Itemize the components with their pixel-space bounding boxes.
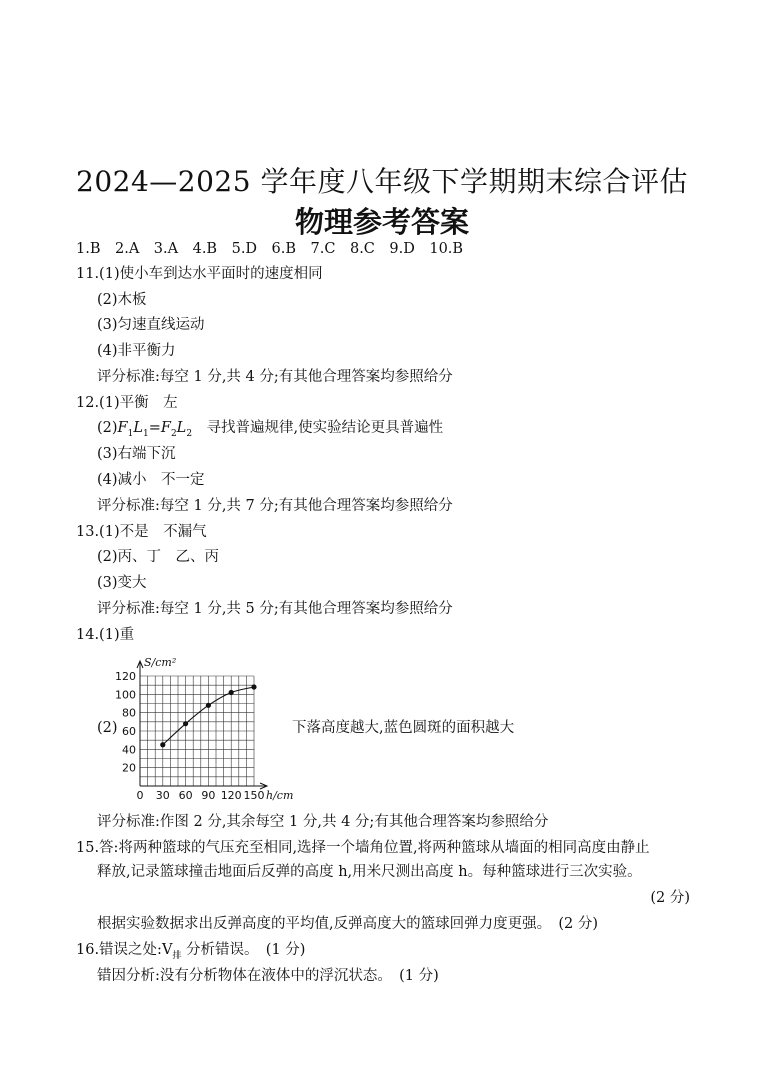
q11-part3: (3)匀速直线运动 — [97, 317, 205, 333]
q13-score: 评分标准:每空 1 分,共 5 分;有其他合理答案均参照给分 — [97, 601, 453, 617]
x-tick-label: 90 — [201, 789, 216, 802]
q12-eq: = — [148, 420, 161, 436]
q14-part2-label: (2) — [97, 720, 118, 736]
data-point — [206, 703, 211, 708]
q12-part2 — [97, 418, 443, 444]
y-tick-label: 80 — [122, 706, 136, 720]
data-point — [229, 690, 234, 695]
q12-part3: (3)右端下沉 — [97, 446, 176, 462]
q12-f2: F — [160, 420, 171, 436]
q12-score: 评分标准:每空 1 分,共 7 分;有其他合理答案均参照给分 — [97, 498, 453, 514]
q16-line1 — [76, 940, 305, 966]
x-tick-label: 150 — [243, 789, 265, 802]
q16-sub: 排 — [172, 950, 182, 961]
q12-s2: 1 — [142, 428, 149, 439]
q15-line1: 15.答:将两种篮球的气压充至相同,选择一个墙角位置,将两种篮球从墙面的相同高度由静止 — [76, 840, 650, 856]
q12-p2-prefix: (2) — [97, 420, 118, 436]
q14-part1: 14.(1)重 — [76, 627, 135, 643]
y-tick-label: 40 — [122, 743, 136, 757]
q16-prefix: 16.错误之处:V — [76, 942, 173, 958]
q16-line2: 错因分析:没有分析物体在液体中的浮沉状态。 (1 分) — [97, 968, 439, 984]
q11-part2: (2)木板 — [97, 292, 147, 308]
data-point — [183, 721, 188, 726]
q12-s3: 2 — [170, 428, 177, 439]
q11-part1: 11.(1)使小车到达水平面时的速度相同 — [76, 266, 323, 282]
x-tick-label: 30 — [155, 789, 170, 802]
q13-part3: (3)变大 — [97, 575, 147, 591]
q13-part1: 13.(1)不是 不漏气 — [76, 524, 207, 540]
q12-s4: 2 — [186, 428, 193, 439]
data-point — [251, 684, 256, 689]
x-tick-label: 60 — [178, 789, 193, 802]
page-subtitle: 物理参考答案 — [294, 205, 469, 239]
y-tick-label: 100 — [115, 688, 136, 702]
q11-part4: (4)非平衡力 — [97, 343, 176, 359]
q13-part2: (2)丙、丁 乙、丙 — [97, 549, 220, 565]
q12-l1: L — [133, 420, 143, 436]
q12-s1: 1 — [127, 428, 134, 439]
q12-f1: F — [117, 420, 128, 436]
mc-answers: 1.B 2.A 3.A 4.B 5.D 6.B 7.C 8.C 9.D 10.B — [76, 241, 464, 257]
q12-l2: L — [176, 420, 187, 436]
page-title: 2024—2025 学年度八年级下学期期末综合评估 — [76, 165, 688, 198]
q12-part1: 12.(1)平衡 左 — [76, 395, 178, 411]
x-axis-label: h/cm — [266, 789, 294, 802]
q11-score: 评分标准:每空 1 分,共 4 分;有其他合理答案均参照给分 — [97, 369, 453, 385]
q15-line3: 根据实验数据求出反弹高度的平均值,反弹高度大的篮球回弹力度更强。 (2 分) — [97, 916, 599, 932]
data-point — [160, 742, 165, 747]
y-tick-label: 20 — [122, 761, 136, 775]
x-tick-label: 0 — [136, 789, 144, 802]
q15-line2: 释放,记录篮球撞击地面后反弹的高度 h,用米尺测出高度 h。每种篮球进行三次实验。 — [97, 864, 642, 880]
q14-chart — [100, 648, 300, 808]
y-axis-label: S/cm² — [144, 656, 177, 669]
q15-points: (2 分) — [650, 890, 690, 906]
q14-score: 评分标准:作图 2 分,其余每空 1 分,共 4 分;有其他合理答案均参照给分 — [97, 814, 549, 830]
chart-svg — [100, 648, 300, 808]
x-tick-label: 120 — [220, 789, 242, 802]
y-tick-label: 120 — [115, 670, 136, 683]
q12-p2-text: 寻找普遍规律,使实验结论更具普遍性 — [192, 420, 444, 436]
q14-conclusion: 下落高度越大,蓝色圆斑的面积越大 — [292, 720, 515, 736]
y-tick-label: 60 — [122, 725, 136, 738]
q12-part4: (4)减小 不一定 — [97, 472, 205, 488]
q16-rest: 分析错误。 (1 分) — [181, 942, 306, 958]
